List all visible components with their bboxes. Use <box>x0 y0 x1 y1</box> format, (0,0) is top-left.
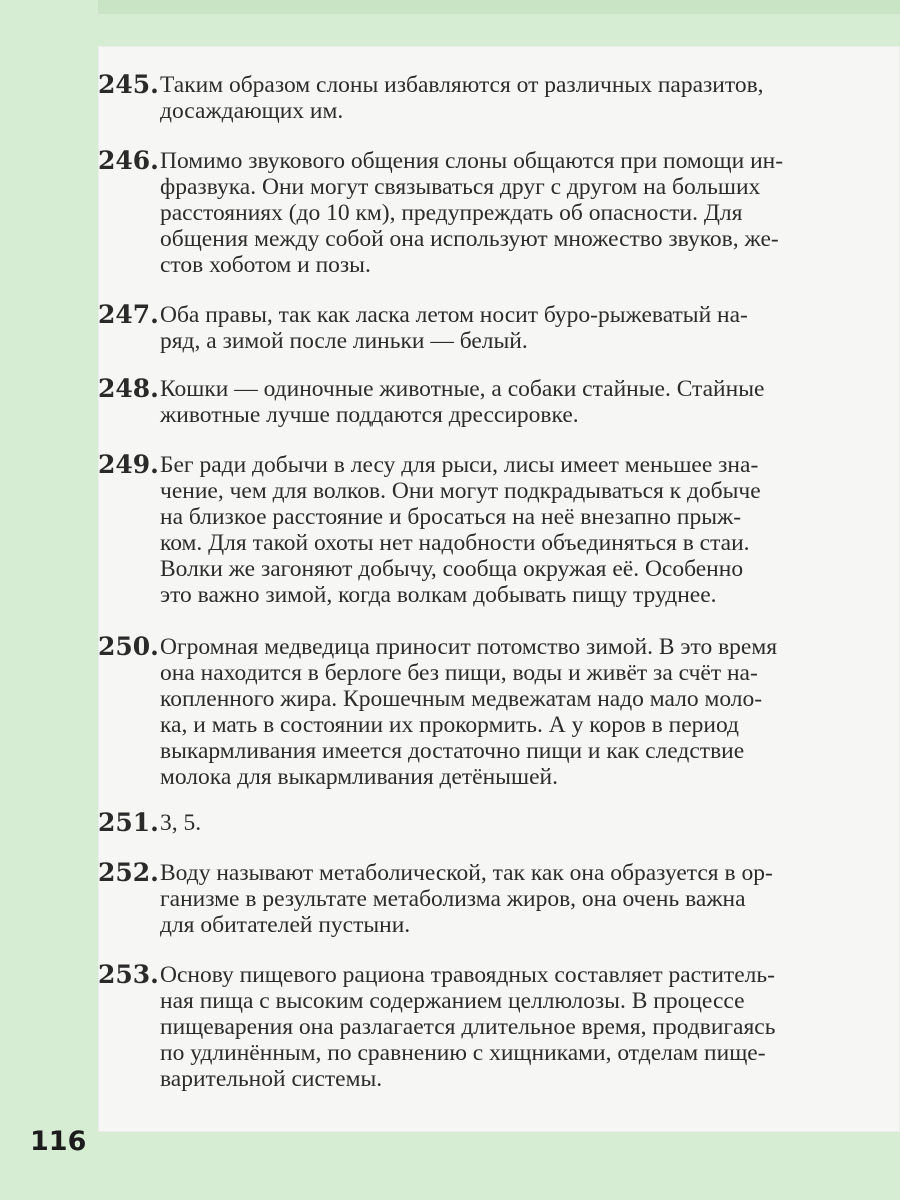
entry-number: 250. <box>98 632 159 661</box>
entry-number: 245. <box>98 70 159 99</box>
entry-number: 252. <box>98 858 159 887</box>
bottom-margin-band <box>98 1132 900 1200</box>
entry-text: Помимо звукового общения слоны общаются при помощи ин- фразвука. Они могут связываться друг с другом на больших расстояниях (до 10 км), предупреждать об опасности. Для общения между собой она используют множество звуков, же- стов хоботом и позы. <box>160 148 784 278</box>
entry-number: 246. <box>98 146 159 175</box>
entry-number: 247. <box>98 300 159 329</box>
left-margin-band <box>0 0 98 1200</box>
entry-number: 251. <box>98 808 159 837</box>
entry-number: 249. <box>98 450 159 479</box>
entry-text: Основу пищевого рациона травоядных составляет раститель- ная пища с высоким содержанием целлюлозы. В процессе пищеварения она разлагается длительное время, продвигаясь по удлинённым, по сравнению с хищниками, отделам пище- варительной системы. <box>160 962 776 1092</box>
page-body <box>98 46 900 1132</box>
entry-text: 3, 5. <box>160 810 202 836</box>
entry-text: Воду называют метаболической, так как она образуется в ор- ганизме в результате метаболизма жиров, она очень важна для обитателей пустыни. <box>160 860 773 938</box>
entry-number: 253. <box>98 960 159 989</box>
top-margin-strip <box>98 0 900 14</box>
entry-text: Оба правы, так как ласка летом носит буро-рыжеватый на- ряд, а зимой после линьки — белый. <box>160 302 748 354</box>
entry-text: Таким образом слоны избавляются от различных паразитов, досаждающих им. <box>160 72 764 124</box>
entry-text: Бег ради добычи в лесу для рыси, лисы имеет меньшее зна- чение, чем для волков. Они могут подкрадываться к добыче на близкое расстояние и бросаться на неё внезапно прыж- ком. Для такой охоты нет надобности объединяться в стаи. Волки же загоняют добычу, сообща окружая её. Особенно это важно зимой, когда волкам добывать пищу труднее. <box>160 452 761 608</box>
page-number: 116 <box>30 1126 87 1157</box>
entry-text: Огромная медведица приносит потомство зимой. В это время она находится в берлоге без пищи, воды и живёт за счёт на- копленного жира. Крошечным медвежатам надо мало моло- ка, и мать в состоянии их прокормить. А у коров в период выкармливания имеется достаточно пищи и как следствие молока для выкармливания детёнышей. <box>160 634 778 790</box>
entry-number: 248. <box>98 374 159 403</box>
entry-text: Кошки — одиночные животные, а собаки стайные. Стайные животные лучше поддаются дрессировке. <box>160 376 765 428</box>
